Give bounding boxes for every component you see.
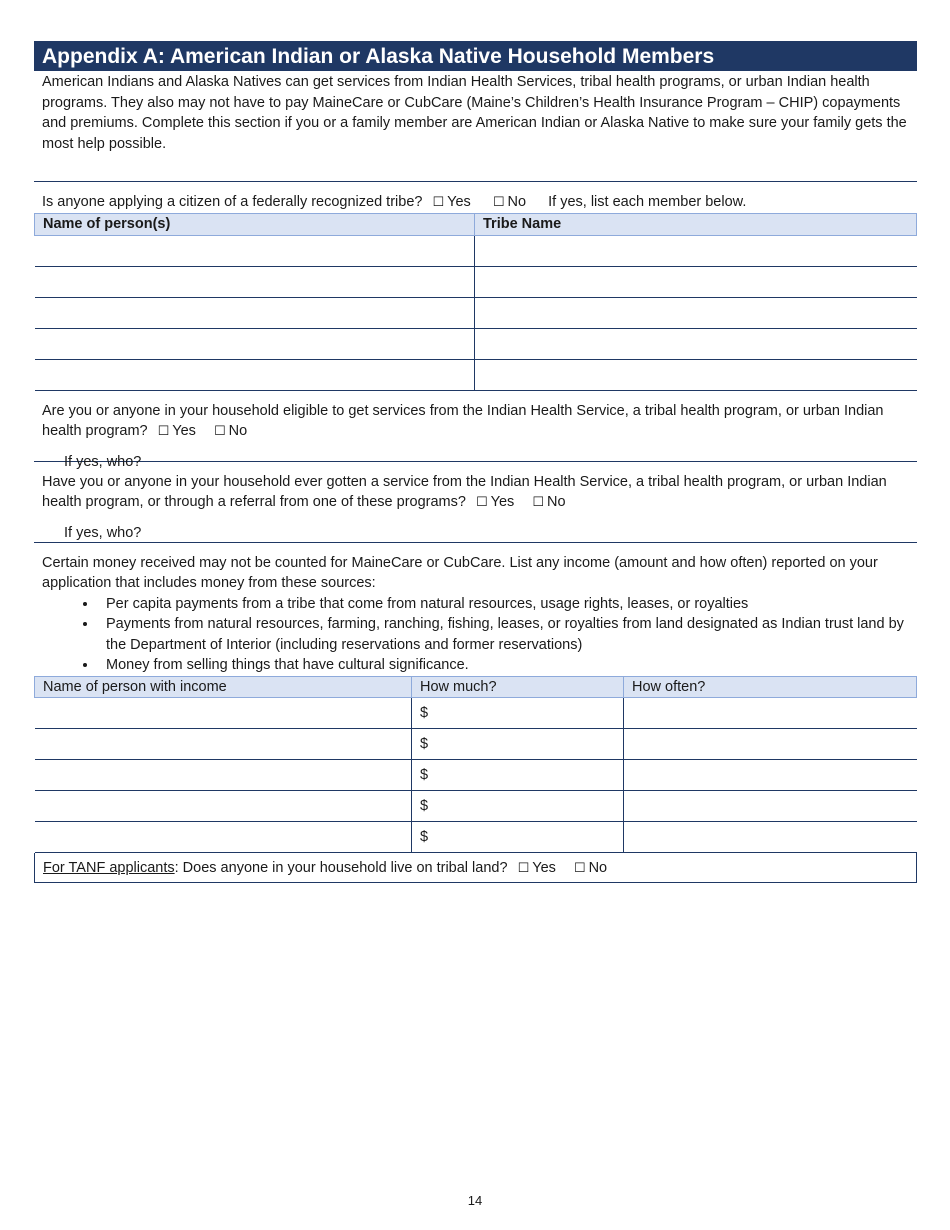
tanf-label: For TANF applicants <box>43 860 175 876</box>
page-title: Appendix A: American Indian or Alaska Native Household Members <box>34 41 917 71</box>
income-intro-text: Certain money received may not be counted for MaineCare or CubCare. List any income (amount and how often) reported on your application that includes money from these sources: <box>42 554 878 591</box>
income-person-field[interactable] <box>35 791 412 822</box>
tribe-name-field[interactable] <box>475 266 917 297</box>
tribe-table <box>34 213 917 391</box>
tribe-followup-text: If yes, list each member below. <box>548 194 747 210</box>
tribe-yes-checkbox[interactable]: ☐ <box>432 195 445 210</box>
table-row <box>35 235 917 266</box>
income-frequency-field[interactable] <box>624 698 917 729</box>
intro-text: American Indians and Alaska Natives can get services from Indian Health Services, tribal health programs, or urban Indian health programs. They also may not have to pay MaineCare or CubCare (Maine’s Children’s Health Insurance Program – CHIP) copayments and premiums. Complete this section if you or a family member are American Indian or Alaska Native to make sure your family gets the most help possible. <box>42 74 907 152</box>
tribe-yes-label: Yes <box>447 194 471 210</box>
column-header-how-often: How often? <box>624 676 917 698</box>
ihs-eligible-no-checkbox[interactable]: ☐ <box>213 424 226 439</box>
income-frequency-field[interactable] <box>624 791 917 822</box>
income-frequency-field[interactable] <box>624 729 917 760</box>
income-person-field[interactable] <box>35 698 412 729</box>
ihs-eligible-yes-label: Yes <box>172 423 196 439</box>
income-frequency-field[interactable] <box>624 760 917 791</box>
ihs-received-text: Have you or anyone in your household ever gotten a service from the Indian Health Service, a tribal health program, or urban Indian health program, or through a referral from one of these programs? <box>42 473 887 510</box>
person-name-field[interactable] <box>35 266 475 297</box>
income-person-field[interactable] <box>35 822 412 853</box>
ihs-eligible-yes-checkbox[interactable]: ☐ <box>157 424 170 439</box>
table-row <box>35 328 917 359</box>
table-row <box>35 760 917 791</box>
ihs-received-section <box>34 462 917 543</box>
intro-paragraph <box>34 71 917 182</box>
ihs-eligible-section <box>34 391 917 470</box>
income-table-header <box>35 676 917 698</box>
ihs-received-no-checkbox[interactable]: ☐ <box>532 495 544 510</box>
income-amount-field[interactable]: $ <box>412 822 624 853</box>
ihs-received-yes-checkbox[interactable]: ☐ <box>475 495 488 510</box>
table-row <box>35 698 917 729</box>
tanf-yes-label: Yes <box>532 860 556 876</box>
appendix-form <box>34 41 917 883</box>
tanf-no-checkbox[interactable]: ☐ <box>573 861 586 876</box>
tribe-question-text: Is anyone applying a citizen of a federally recognized tribe? <box>42 194 423 210</box>
tribe-name-field[interactable] <box>475 359 917 390</box>
table-row <box>35 791 917 822</box>
person-name-field[interactable] <box>35 297 475 328</box>
person-name-field[interactable] <box>35 359 475 390</box>
tribe-citizen-question <box>34 182 917 213</box>
column-header-how-much: How much? <box>412 676 624 698</box>
column-header-tribe: Tribe Name <box>475 214 917 236</box>
income-person-field[interactable] <box>35 729 412 760</box>
tribe-no-checkbox[interactable]: ☐ <box>492 195 505 210</box>
ihs-eligible-who-label: If yes, who? <box>64 453 142 470</box>
table-row <box>35 729 917 760</box>
table-row <box>35 822 917 853</box>
income-table <box>34 676 917 854</box>
ihs-received-no-label: No <box>546 494 566 510</box>
tribe-name-field[interactable] <box>475 328 917 359</box>
page-number: 14 <box>467 1193 483 1208</box>
list-item: • Per capita payments from a tribe that come from natural resources, usage rights, leases, or royalties <box>98 594 909 615</box>
tribe-no-label: No <box>507 194 527 210</box>
tribe-name-field[interactable] <box>475 297 917 328</box>
column-header-person: Name of person with income <box>35 676 412 698</box>
income-person-field[interactable] <box>35 760 412 791</box>
table-row <box>35 359 917 390</box>
table-row <box>35 297 917 328</box>
column-header-name: Name of person(s) <box>35 214 475 236</box>
income-section <box>34 543 917 676</box>
income-source-list <box>42 594 909 676</box>
income-amount-field[interactable]: $ <box>412 729 624 760</box>
tribe-table-header <box>35 214 917 236</box>
ihs-eligible-no-label: No <box>228 423 248 439</box>
ihs-received-yes-label: Yes <box>490 494 515 510</box>
list-item: • Money from selling things that have cultural significance. <box>98 655 909 676</box>
tribe-name-field[interactable] <box>475 235 917 266</box>
ihs-eligible-text: Are you or anyone in your household eligible to get services from the Indian Health Service, a tribal health program, or urban Indian health program? <box>42 402 884 439</box>
income-amount-field[interactable]: $ <box>412 698 624 729</box>
income-amount-field[interactable]: $ <box>412 791 624 822</box>
tanf-yes-checkbox[interactable]: ☐ <box>517 861 530 876</box>
tanf-question-text: : Does anyone in your household live on tribal land? <box>174 860 508 876</box>
income-frequency-field[interactable] <box>624 822 917 853</box>
list-item: • Payments from natural resources, farming, ranching, fishing, leases, or royalties from land designated as Indian trust land by the Department of Interior (including reservations and former reservations) <box>98 614 909 655</box>
income-amount-field[interactable]: $ <box>412 760 624 791</box>
tanf-no-label: No <box>588 860 608 876</box>
person-name-field[interactable] <box>35 235 475 266</box>
tanf-question <box>34 853 917 883</box>
person-name-field[interactable] <box>35 328 475 359</box>
table-row <box>35 266 917 297</box>
ihs-received-who-label: If yes, who? <box>64 524 142 541</box>
